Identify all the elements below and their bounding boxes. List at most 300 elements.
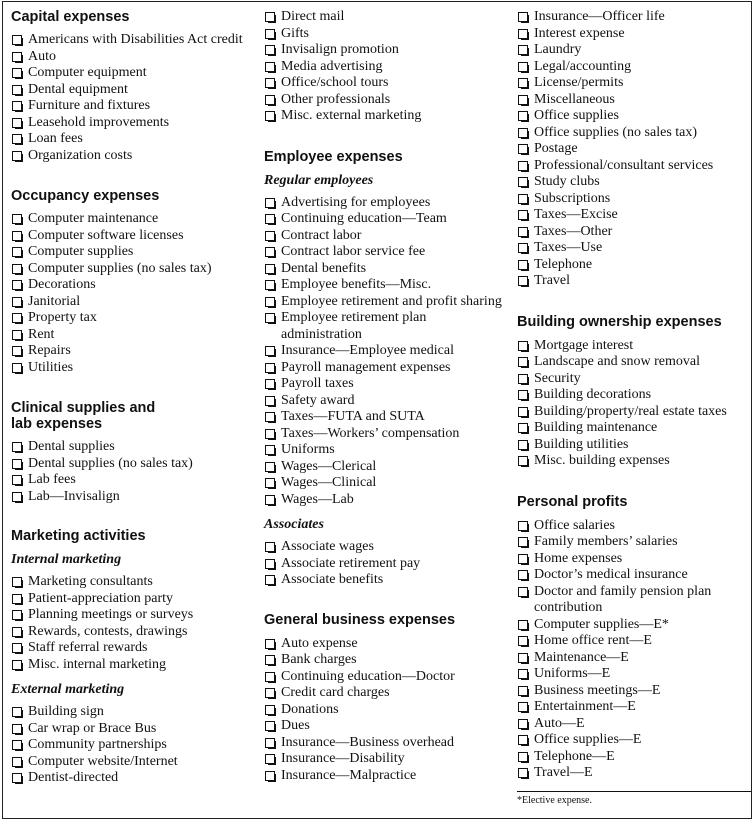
checklist-item-label: Computer maintenance [28,211,159,226]
checkbox-icon [265,95,275,105]
checklist-item-label: Doctor and family pension plan contribution [534,583,712,615]
checkbox-icon [12,247,22,257]
checklist-item-label: Taxes—Workers’ compensation [281,425,460,441]
checklist-item [517,92,751,109]
checklist-item-label: Home office rent—E [534,633,652,648]
checklist-item [11,591,251,608]
checklist-item [264,261,510,278]
checklist-item [11,607,251,624]
checkbox-icon [518,78,528,88]
checklist-item-label: Employee retirement and profit sharing [281,293,502,309]
checklist-item [11,574,251,591]
checkbox-icon [518,735,528,745]
checkbox-icon [518,768,528,778]
checklist-item [264,556,510,573]
checkbox-icon [518,570,528,580]
checklist-item-label: Bank charges [281,652,357,667]
checklist-item-label: Property tax [28,310,97,325]
checklist-item [264,360,510,377]
checklist-item-label: Computer supplies (no sales tax) [28,260,212,276]
checklist-item-label: Taxes—Use [534,240,603,255]
checklist-item [11,49,251,66]
checkbox-icon [518,62,528,72]
checklist-item [11,704,251,721]
checklist-item [264,376,510,393]
checkbox-icon [265,754,275,764]
checklist-item-label: Building sign [28,704,104,719]
checkbox-icon [12,492,22,502]
checklist-item-label: Auto—E [534,715,585,731]
checkbox-icon [12,134,22,144]
checklist-item [517,42,751,59]
checkbox-icon [265,495,275,505]
checkbox-icon [265,721,275,731]
checklist-item-label: Planning meetings or surveys [28,607,194,622]
checkbox-icon [12,118,22,128]
checkbox-icon [518,702,528,712]
checklist-item [11,327,251,344]
checkbox-icon [265,705,275,715]
checkbox-icon [518,440,528,450]
checkbox-icon [12,35,22,45]
checklist-item-label: Building utilities [534,436,629,452]
checklist-item-label: Office supplies (no sales tax) [534,124,698,140]
checklist-item [11,657,251,674]
checkbox-icon [12,475,22,485]
checklist-item [517,9,751,26]
checkbox-icon [12,52,22,62]
checklist-item-label: Utilities [28,359,74,375]
checkbox-icon [518,554,528,564]
checklist-item-label: Dental supplies [28,439,115,454]
checklist-item [264,294,510,311]
checklist-item [517,354,751,371]
checklist-item [11,360,251,377]
checklist-item-label: Payroll taxes [281,376,354,391]
checklist-item [517,387,751,404]
checkbox-icon [265,462,275,472]
checkbox-icon [12,643,22,653]
checklist-item-label: Insurance—Malpractice [281,767,417,783]
checkbox-icon [265,559,275,569]
checklist-item [264,277,510,294]
checklist-item-label: Associate wages [281,539,374,554]
checkbox-icon [265,379,275,389]
checklist-item [517,518,751,535]
checkbox-icon [518,587,528,597]
checklist-item-label: Postage [534,141,578,156]
checklist-item [517,551,751,568]
checklist-item-label: Auto [28,48,56,64]
checkbox-icon [265,280,275,290]
list-associates [264,539,510,589]
checkbox-icon [265,396,275,406]
checklist-item [517,437,751,454]
checkbox-icon [265,639,275,649]
checklist-item [11,456,251,473]
checklist-item [517,240,751,257]
footnote: *Elective expense. [517,791,751,806]
checkbox-icon [265,198,275,208]
checklist-item [264,409,510,426]
checklist-item [517,683,751,700]
checklist-item-label: Lab—Invisalign [28,488,120,504]
checklist-item [517,699,751,716]
checklist-item-label: Wages—Lab [281,491,354,507]
checkbox-icon [518,177,528,187]
checkbox-icon [518,276,528,286]
checklist-item-label: Dentist-directed [28,770,119,785]
checklist-item-label: Doctor’s medical insurance [534,567,688,582]
checklist-item [11,472,251,489]
checklist-item-label: Rewards, contests, drawings [28,623,188,639]
checklist-item-label: Office supplies—E [534,732,642,747]
checklist-item [517,404,751,421]
checklist-item-label: Misc. building expenses [534,453,670,468]
checkbox-icon [12,724,22,734]
checklist-item-label: Building/property/real estate taxes [534,403,727,419]
checkbox-icon [12,740,22,750]
checkbox-icon [518,374,528,384]
checklist-item-label: Subscriptions [534,190,611,206]
checkbox-icon [518,243,528,253]
checklist-item [264,393,510,410]
list-internal-marketing [11,574,251,673]
checklist-item [264,343,510,360]
checklist-item-label: Travel—E [534,765,593,780]
checkbox-icon [518,227,528,237]
checklist-item [264,195,510,212]
checkbox-icon [12,594,22,604]
checklist-item-label: Insurance—Officer life [534,9,665,24]
checklist-item [11,640,251,657]
checklist-item [517,273,751,290]
checkbox-icon [518,161,528,171]
checklist-item-label: Auto expense [281,635,358,651]
list-general-business-cont [517,9,751,290]
checklist-item [264,244,510,261]
checkbox-icon [265,346,275,356]
list-external-marketing-cont [264,9,510,125]
checkbox-icon [265,111,275,121]
checklist-item-label: Computer supplies [28,244,134,259]
checklist-item-label: Continuing education—Team [281,211,447,226]
checkbox-icon [265,672,275,682]
checklist-item-label: Office supplies [534,108,619,123]
checklist-item [264,492,510,509]
checklist-item [517,633,751,650]
checkbox-icon [518,194,528,204]
section-title-clinical-2: lab expenses [11,416,103,432]
checklist-item-label: Dental benefits [281,260,367,276]
checkbox-icon [518,45,528,55]
checklist-item [517,141,751,158]
checklist-item-label: License/permits [534,75,624,90]
checkbox-icon [265,771,275,781]
checklist-item [264,92,510,109]
checklist-item-label: Insurance—Business overhead [281,734,455,750]
checklist-item-label: Insurance—Employee medical [281,343,454,358]
checkbox-icon [518,719,528,729]
checkbox-icon [12,346,22,356]
checklist-item [264,572,510,589]
checkbox-icon [518,29,528,39]
list-occupancy [11,211,251,376]
checklist-item-label: Building decorations [534,387,652,402]
checklist-item [264,108,510,125]
subsection-title-regular: Regular employees [264,172,374,188]
checkbox-icon [265,575,275,585]
checklist-item-label: Home expenses [534,550,623,566]
checkbox-icon [265,363,275,373]
checklist-item [264,652,510,669]
checklist-item [11,277,251,294]
checklist-item-label: Legal/accounting [534,58,632,74]
checklist-item [264,26,510,43]
checkbox-icon [518,669,528,679]
checkbox-icon [518,144,528,154]
checklist-item-label: Entertainment—E [534,699,636,714]
checklist-item [517,666,751,683]
checkbox-icon [518,95,528,105]
checklist-item [517,174,751,191]
checkbox-icon [12,280,22,290]
checklist-item [11,131,251,148]
checklist-item-label: Decorations [28,277,96,292]
list-clinical [11,439,251,505]
list-capital [11,32,251,164]
checklist-item [517,617,751,634]
checklist-item [11,310,251,327]
checklist-item [264,442,510,459]
checkbox-icon [12,459,22,469]
checklist-item-label: Advertising for employees [281,194,431,210]
checklist-item-label: Donations [281,701,339,717]
checkbox-icon [12,330,22,340]
checklist-item-label: Gifts [281,25,309,41]
checklist-item-label: Repairs [28,343,71,358]
checklist-item-label: Furniture and fixtures [28,98,151,113]
checkbox-icon [518,407,528,417]
checklist-item [264,459,510,476]
checkbox-icon [265,738,275,748]
list-personal-profits [517,518,751,782]
list-external-marketing [11,704,251,787]
checklist-item [264,475,510,492]
checklist-item [264,685,510,702]
checklist-item [11,624,251,641]
checklist-item [264,228,510,245]
checklist-item [517,108,751,125]
checklist-item-label: Telephone [534,256,593,272]
checklist-item [517,420,751,437]
subsection-title-associates: Associates [264,517,324,532]
column-2 [264,9,510,784]
checklist-item-label: Dental equipment [28,81,128,97]
checklist-item-label: Marketing consultants [28,574,153,589]
checkbox-icon [518,620,528,630]
checkbox-icon [265,313,275,323]
checkbox-icon [518,537,528,547]
checklist-item-label: Computer supplies—E* [534,616,669,632]
checkbox-icon [265,429,275,439]
checkbox-icon [12,85,22,95]
checkbox-icon [265,247,275,257]
checklist-item [264,539,510,556]
checklist-item [11,770,251,787]
checkbox-icon [265,29,275,39]
checklist-item [517,453,751,470]
checklist-item [11,489,251,506]
checkbox-icon [518,456,528,466]
checkbox-icon [12,313,22,323]
checkbox-icon [265,297,275,307]
checklist-item-label: Community partnerships [28,737,167,752]
checkbox-icon [12,214,22,224]
checklist-item [264,59,510,76]
checkbox-icon [265,62,275,72]
checklist-item-label: Leasehold improvements [28,114,170,130]
checkbox-icon [265,78,275,88]
checklist-item-label: Misc. internal marketing [28,656,167,672]
checkbox-icon [518,686,528,696]
checklist-item-label: Patient-appreciation party [28,590,173,606]
checklist-item [517,732,751,749]
checklist-item-label: Wages—Clinical [281,475,377,490]
checkbox-icon [518,260,528,270]
checklist-item [517,125,751,142]
checklist-item [11,32,251,49]
checkbox-icon [12,363,22,373]
list-general-business [264,636,510,785]
checklist-item-label: Invisalign promotion [281,42,399,57]
checklist-item-label: Wages—Clerical [281,458,377,474]
checklist-item [517,158,751,175]
checklist-item [264,751,510,768]
checkbox-icon [518,423,528,433]
checklist-item [264,9,510,26]
checklist-item-label: Interest expense [534,25,625,41]
checklist-item [517,224,751,241]
checklist-item [517,584,751,617]
column-3 [517,9,751,806]
checkbox-icon [12,577,22,587]
checkbox-icon [518,12,528,22]
checklist-item-label: Direct mail [281,9,345,24]
checklist-item [264,702,510,719]
checklist-item [11,721,251,738]
checklist-item-label: Americans with Disabilities Act credit [28,32,243,47]
checklist-item-label: Miscellaneous [534,91,615,107]
checklist-item [11,294,251,311]
checklist-item-label: Employee retirement plan administration [281,310,427,342]
checkbox-icon [265,45,275,55]
checklist-item-label: Staff referral rewards [28,640,148,655]
checkbox-icon [265,264,275,274]
checklist-item-label: Dues [281,718,310,733]
checklist-item [11,439,251,456]
checklist-item [517,338,751,355]
checkbox-icon [265,655,275,665]
checklist-item [264,211,510,228]
checklist-item-label: Employee benefits—Misc. [281,277,432,292]
checkbox-icon [518,636,528,646]
section-title-building: Building ownership expenses [517,313,722,330]
checklist-item-label: Credit card charges [281,685,390,700]
checkbox-icon [265,445,275,455]
checkbox-icon [12,151,22,161]
checkbox-icon [518,357,528,367]
section-title-employee: Employee expenses [264,148,403,165]
checklist-item [11,65,251,82]
section-title-capital: Capital expenses [11,9,130,25]
column-1 [11,9,251,787]
checkbox-icon [518,128,528,138]
checklist-item-label: Contract labor [281,227,362,243]
checkbox-icon [12,442,22,452]
checkbox-icon [518,341,528,351]
checklist-item [264,75,510,92]
checkbox-icon [518,390,528,400]
checklist-item [11,244,251,261]
checklist-item [517,534,751,551]
checklist-item-label: Other professionals [281,91,391,107]
checklist-item-label: Associate benefits [281,572,384,587]
checkbox-icon [12,610,22,620]
checklist-item-label: Building maintenance [534,420,658,435]
checklist-item-label: Security [534,370,581,386]
checklist-item-label: Janitorial [28,293,81,309]
list-building-ownership [517,338,751,470]
checklist-item-label: Contract labor service fee [281,244,426,259]
checkbox-icon [12,297,22,307]
checkbox-icon [518,521,528,531]
checklist-item-label: Associate retirement pay [281,555,421,571]
checklist-item [517,207,751,224]
checklist-item-label: Continuing education—Doctor [281,668,455,684]
checkbox-icon [12,231,22,241]
checkbox-icon [265,542,275,552]
checkbox-icon [265,214,275,224]
checkbox-icon [265,231,275,241]
checklist-item [11,228,251,245]
checklist-item-label: Office/school tours [281,75,389,90]
checklist-item-label: Safety award [281,392,355,408]
checklist-item [11,115,251,132]
checklist-item [264,669,510,686]
checkbox-icon [12,707,22,717]
checklist-item-label: Mortgage interest [534,337,634,353]
checklist-item-label: Business meetings—E [534,682,661,698]
checkbox-icon [12,264,22,274]
checklist-item [517,650,751,667]
checklist-item [11,737,251,754]
section-title-marketing: Marketing activities [11,528,146,544]
checklist-item [11,211,251,228]
checklist-item-label: Taxes—Other [534,223,613,239]
section-title-general: General business expenses [264,611,456,628]
checklist-item-label: Organization costs [28,147,133,163]
checklist-item [264,735,510,752]
checklist-item [517,567,751,584]
checklist-item [264,636,510,653]
checklist-item [11,261,251,278]
checklist-item-label: Maintenance—E [534,649,629,665]
checklist-item [11,343,251,360]
checklist-item [517,765,751,782]
checklist-item-label: Office salaries [534,517,615,533]
checkbox-icon [265,12,275,22]
